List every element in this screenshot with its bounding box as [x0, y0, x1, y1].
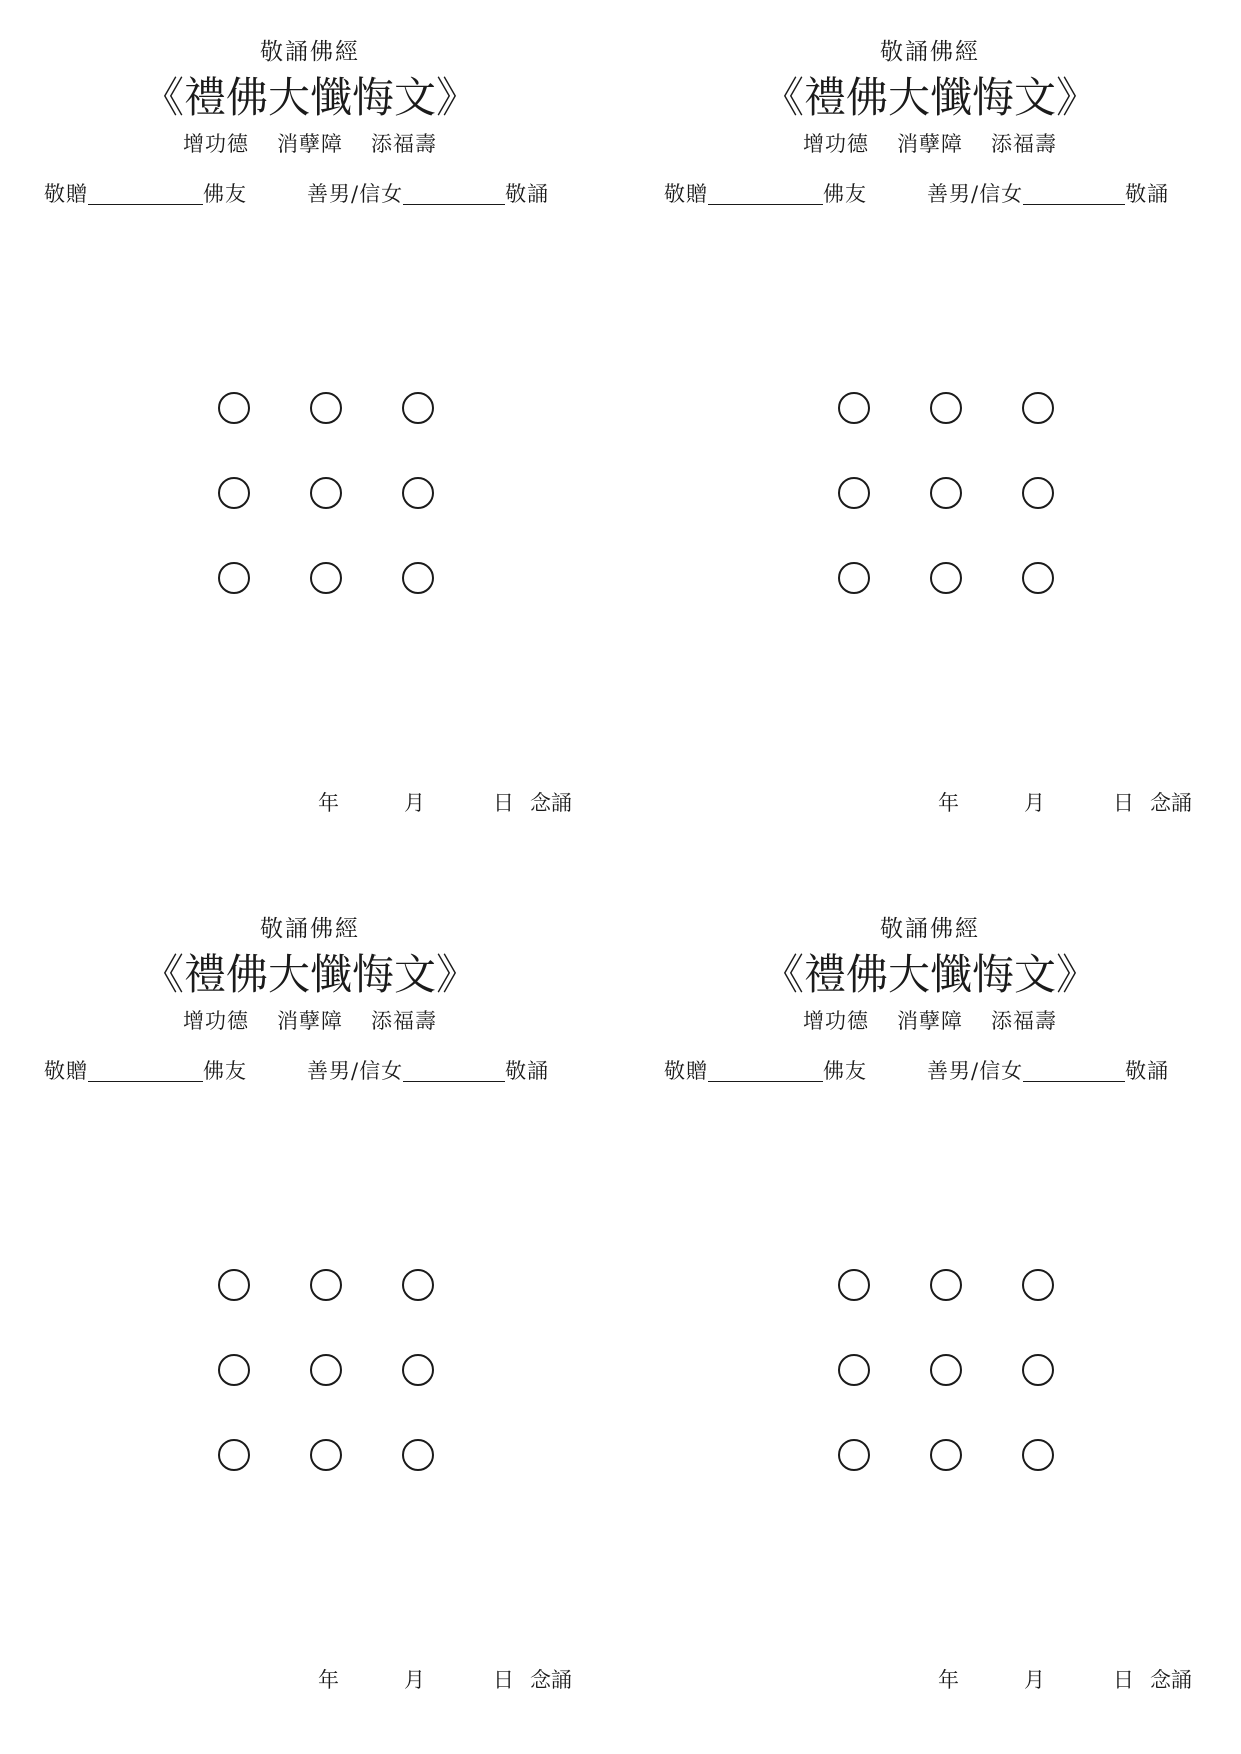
count-circle[interactable]	[218, 1269, 250, 1301]
date-year: 年	[938, 791, 959, 815]
count-circle[interactable]	[310, 1269, 342, 1301]
count-circle[interactable]	[1022, 477, 1054, 509]
dedication-friend: 佛友	[203, 182, 247, 206]
date-day: 日	[1113, 1668, 1134, 1692]
reciter-blank[interactable]	[403, 182, 505, 205]
count-circle[interactable]	[930, 562, 962, 594]
count-circle[interactable]	[402, 1354, 434, 1386]
merits-line	[0, 1007, 620, 1035]
dedication-prefix: 敬贈	[664, 182, 708, 206]
recitation-card	[0, 877, 620, 1754]
recitation-count-circles	[838, 392, 1058, 572]
count-circle[interactable]	[930, 1439, 962, 1471]
count-circle[interactable]	[838, 1439, 870, 1471]
dedication-believer: 善男/信女	[307, 182, 404, 206]
count-circle[interactable]	[310, 392, 342, 424]
date-year: 年	[938, 1668, 959, 1692]
dedication-friend: 佛友	[823, 1059, 867, 1083]
reciter-blank[interactable]	[403, 1059, 505, 1082]
recitation-card	[620, 0, 1240, 877]
date-year: 年	[318, 1668, 339, 1692]
count-circle[interactable]	[218, 1439, 250, 1471]
card-heading: 敬誦佛經	[260, 39, 360, 65]
count-circle[interactable]	[1022, 1269, 1054, 1301]
count-circle[interactable]	[838, 562, 870, 594]
count-circle[interactable]	[310, 1439, 342, 1471]
merit-item: 消孽障	[277, 132, 343, 156]
date-day: 日	[1113, 791, 1134, 815]
dedication-line	[664, 1056, 1204, 1086]
reciter-blank[interactable]	[1023, 182, 1125, 205]
reciter-blank[interactable]	[1023, 1059, 1125, 1082]
merits-line	[620, 1007, 1240, 1035]
count-circle[interactable]	[310, 477, 342, 509]
count-circle[interactable]	[930, 1269, 962, 1301]
card-heading: 敬誦佛經	[260, 916, 360, 942]
date-recite: 念誦	[530, 791, 572, 815]
count-circle[interactable]	[838, 392, 870, 424]
count-circle[interactable]	[310, 562, 342, 594]
date-year: 年	[318, 791, 339, 815]
recitation-count-circles	[218, 392, 438, 572]
dedication-line	[44, 1056, 584, 1086]
count-circle[interactable]	[310, 1354, 342, 1386]
recitation-count-circles	[838, 1269, 1058, 1449]
merit-item: 添福壽	[991, 1009, 1057, 1033]
recitation-card	[620, 877, 1240, 1754]
merits-line	[620, 130, 1240, 158]
sutra-title: 《禮佛大懺悔文》	[141, 950, 478, 999]
count-circle[interactable]	[402, 392, 434, 424]
count-circle[interactable]	[402, 562, 434, 594]
dedication-friend: 佛友	[823, 182, 867, 206]
merit-item: 添福壽	[991, 132, 1057, 156]
recipient-blank[interactable]	[88, 1059, 203, 1082]
date-month: 月	[404, 1668, 425, 1692]
merit-item: 增功德	[183, 132, 249, 156]
count-circle[interactable]	[402, 1269, 434, 1301]
merits-line	[0, 130, 620, 158]
sutra-title: 《禮佛大懺悔文》	[141, 73, 478, 122]
date-recite: 念誦	[1150, 1668, 1192, 1692]
sutra-title: 《禮佛大懺悔文》	[761, 950, 1098, 999]
count-circle[interactable]	[218, 392, 250, 424]
merit-item: 增功德	[803, 1009, 869, 1033]
count-circle[interactable]	[402, 477, 434, 509]
date-recite: 念誦	[530, 1668, 572, 1692]
count-circle[interactable]	[1022, 1354, 1054, 1386]
date-day: 日	[493, 1668, 514, 1692]
recitation-count-circles	[218, 1269, 438, 1449]
dedication-believer: 善男/信女	[927, 1059, 1024, 1083]
dedication-believer: 善男/信女	[927, 182, 1024, 206]
count-circle[interactable]	[838, 477, 870, 509]
dedication-suffix: 敬誦	[505, 182, 550, 206]
dedication-prefix: 敬贈	[44, 182, 88, 206]
recipient-blank[interactable]	[708, 1059, 823, 1082]
dedication-line	[664, 179, 1204, 209]
merit-item: 消孽障	[897, 132, 963, 156]
dedication-line	[44, 179, 584, 209]
merit-item: 添福壽	[371, 132, 437, 156]
count-circle[interactable]	[1022, 392, 1054, 424]
count-circle[interactable]	[402, 1439, 434, 1471]
card-heading: 敬誦佛經	[880, 916, 980, 942]
date-day: 日	[493, 791, 514, 815]
count-circle[interactable]	[1022, 1439, 1054, 1471]
recitation-card	[0, 0, 620, 877]
merit-item: 增功德	[183, 1009, 249, 1033]
dedication-suffix: 敬誦	[505, 1059, 550, 1083]
merit-item: 增功德	[803, 132, 869, 156]
date-month: 月	[404, 791, 425, 815]
date-month: 月	[1024, 791, 1045, 815]
count-circle[interactable]	[218, 477, 250, 509]
merit-item: 添福壽	[371, 1009, 437, 1033]
card-heading: 敬誦佛經	[880, 39, 980, 65]
count-circle[interactable]	[1022, 562, 1054, 594]
dedication-suffix: 敬誦	[1125, 1059, 1170, 1083]
count-circle[interactable]	[930, 392, 962, 424]
recipient-blank[interactable]	[708, 182, 823, 205]
count-circle[interactable]	[930, 477, 962, 509]
count-circle[interactable]	[930, 1354, 962, 1386]
date-month: 月	[1024, 1668, 1045, 1692]
count-circle[interactable]	[838, 1354, 870, 1386]
count-circle[interactable]	[218, 1354, 250, 1386]
dedication-believer: 善男/信女	[307, 1059, 404, 1083]
merit-item: 消孽障	[277, 1009, 343, 1033]
dedication-suffix: 敬誦	[1125, 182, 1170, 206]
count-circle[interactable]	[218, 562, 250, 594]
sutra-title: 《禮佛大懺悔文》	[761, 73, 1098, 122]
count-circle[interactable]	[838, 1269, 870, 1301]
date-recite: 念誦	[1150, 791, 1192, 815]
dedication-prefix: 敬贈	[44, 1059, 88, 1083]
recipient-blank[interactable]	[88, 182, 203, 205]
dedication-friend: 佛友	[203, 1059, 247, 1083]
merit-item: 消孽障	[897, 1009, 963, 1033]
dedication-prefix: 敬贈	[664, 1059, 708, 1083]
